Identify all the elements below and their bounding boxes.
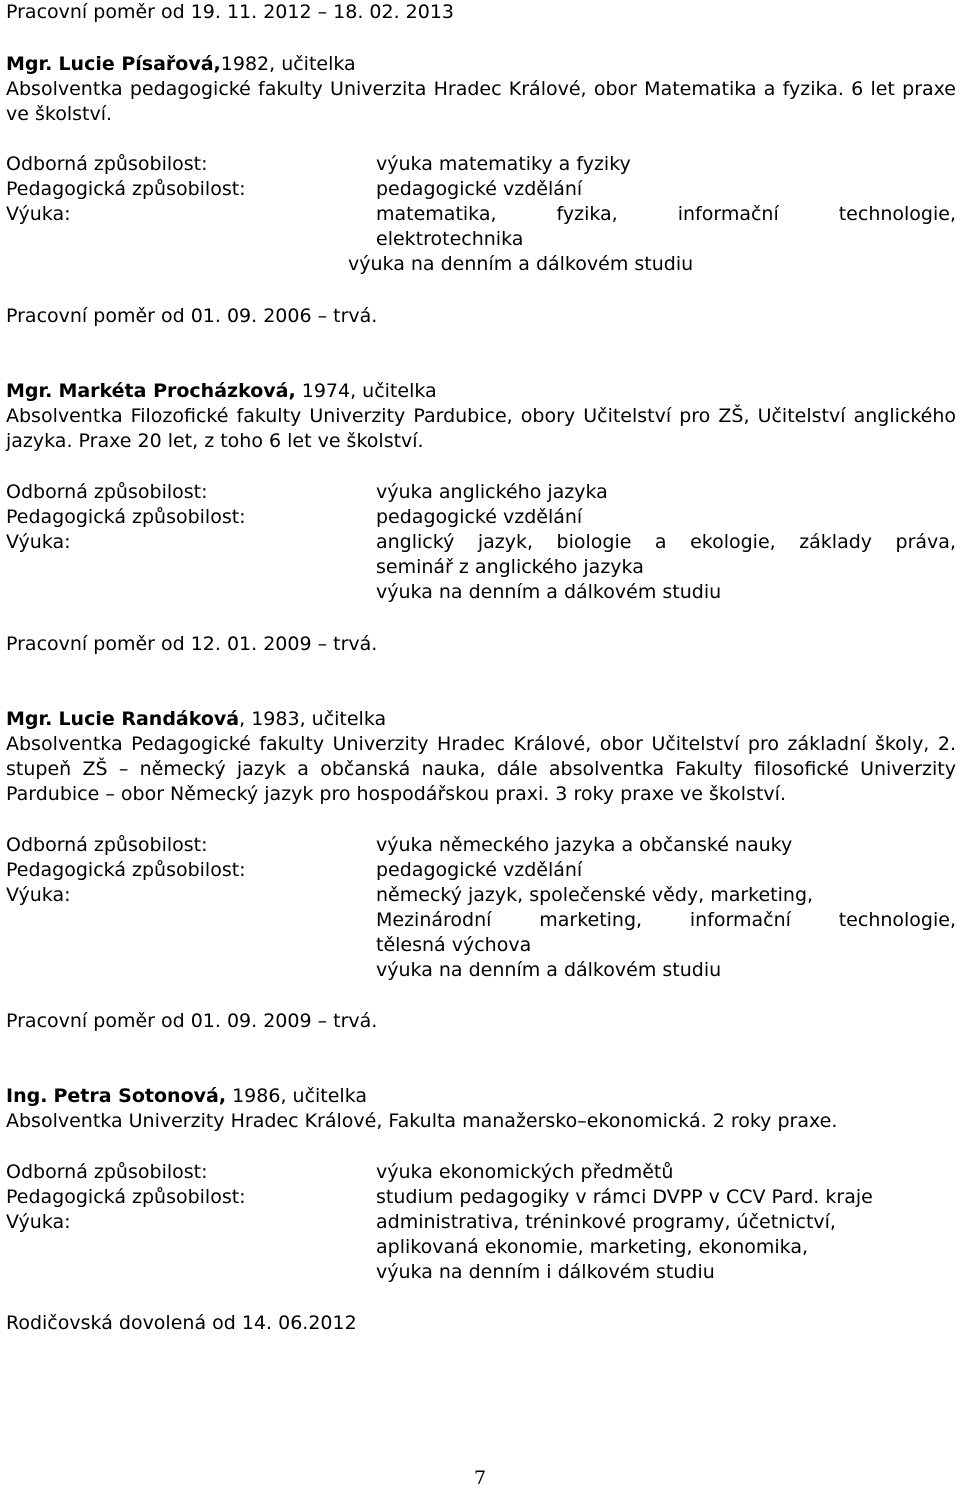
employment-line: Pracovní poměr od 12. 01. 2009 – trvá.: [6, 633, 378, 655]
person-block-1: [6, 52, 956, 329]
person-description: Absolventka Univerzity Hradec Králové, Fakulta manažersko–ekonomická. 2 roky praxe.: [6, 1110, 838, 1132]
employment-line: Pracovní poměr od 01. 09. 2006 – trvá.: [6, 305, 378, 327]
label-pedagogicka: Pedagogická způsobilost:: [6, 859, 246, 881]
person-heading: [6, 379, 956, 404]
person-description: Absolventka Pedagogické fakulty Univerzity Hradec Králové, obor Učitelství pro základní školy, 2. stupeň ZŠ – německý jazyk a občanská nauka, dále absolventka Fakulty filosofické Univerzity Pardubice – obor Německý jazyk pro hospodářskou praxi. 3 roky praxe ve školství.: [6, 733, 956, 805]
vyuka-line: elektrotechnika: [376, 228, 524, 250]
vyuka-line: výuka na denním a dálkovém studiu: [348, 253, 694, 275]
value-odborna: výuka anglického jazyka: [376, 481, 608, 503]
person-heading: [6, 707, 956, 732]
vyuka-line: výuka na denním i dálkovém studiu: [376, 1261, 715, 1283]
vyuka-line: matematika, fyzika, informační technologie,: [376, 203, 956, 225]
row-pedagogicka: [6, 177, 956, 202]
label-vyuka: Výuka:: [6, 1211, 71, 1233]
row-vyuka: [6, 1210, 956, 1285]
person-title: Mgr.: [6, 380, 53, 402]
label-pedagogicka: Pedagogická způsobilost:: [6, 1186, 246, 1208]
row-vyuka: [6, 530, 956, 605]
label-vyuka: Výuka:: [6, 884, 71, 906]
label-pedagogicka: Pedagogická způsobilost:: [6, 506, 246, 528]
vyuka-line: Mezinárodní marketing, informační technologie,: [376, 909, 956, 931]
row-odborna: [6, 833, 956, 858]
person-title: Mgr.: [6, 708, 53, 730]
vyuka-line: výuka na denním a dálkovém studiu: [376, 581, 722, 603]
label-pedagogicka: Pedagogická způsobilost:: [6, 178, 246, 200]
value-pedagogicka: studium pedagogiky v rámci DVPP v CCV Pard. kraje: [376, 1186, 873, 1208]
row-pedagogicka: [6, 1185, 956, 1210]
vyuka-line: anglický jazyk, biologie a ekologie, základy práva,: [376, 531, 956, 553]
person-description: Absolventka pedagogické fakulty Univerzita Hradec Králové, obor Matematika a fyzika. 6 let praxe ve školství.: [6, 78, 956, 125]
person-name: Lucie Písařová,: [58, 53, 221, 75]
label-odborna: Odborná způsobilost:: [6, 834, 208, 856]
value-odborna: výuka německého jazyka a občanské nauky: [376, 834, 793, 856]
person-suffix: 1982, učitelka: [220, 53, 356, 75]
label-odborna: Odborná způsobilost:: [6, 481, 208, 503]
row-odborna: [6, 152, 956, 177]
vyuka-line: tělesná výchova: [376, 934, 532, 956]
label-odborna: Odborná způsobilost:: [6, 153, 208, 175]
label-vyuka: Výuka:: [6, 203, 71, 225]
row-pedagogicka: [6, 505, 956, 530]
person-title: Mgr.: [6, 53, 53, 75]
person-name: Petra Sotonová,: [53, 1085, 227, 1107]
vyuka-line: německý jazyk, společenské vědy, marketing,: [376, 884, 814, 906]
person-suffix: 1986, učitelka: [232, 1085, 368, 1107]
vyuka-line: administrativa, tréninkové programy, účetnictví,: [376, 1211, 836, 1233]
employment-line: Rodičovská dovolená od 14. 06.2012: [6, 1312, 357, 1334]
person-name: Markéta Procházková,: [58, 380, 296, 402]
vyuka-line: seminář z anglického jazyka: [376, 556, 644, 578]
value-pedagogicka: pedagogické vzdělání: [376, 178, 583, 200]
row-vyuka: [6, 202, 956, 277]
vyuka-line: aplikovaná ekonomie, marketing, ekonomika,: [376, 1236, 809, 1258]
value-odborna: výuka matematiky a fyziky: [376, 153, 631, 175]
row-vyuka: [6, 883, 956, 983]
person-suffix: 1974, učitelka: [301, 380, 437, 402]
person-description: Absolventka Filozofické fakulty Univerzity Pardubice, obory Učitelství pro ZŠ, Učitelství anglického jazyka. Praxe 20 let, z toho 6 let ve školství.: [6, 405, 956, 452]
value-pedagogicka: pedagogické vzdělání: [376, 859, 583, 881]
page-number: 7: [473, 1467, 487, 1489]
row-odborna: [6, 1160, 956, 1185]
person-name: Lucie Randáková: [58, 708, 240, 730]
person-heading: [6, 1084, 956, 1109]
label-vyuka: Výuka:: [6, 531, 71, 553]
row-pedagogicka: [6, 858, 956, 883]
person-suffix: , 1983, učitelka: [239, 708, 387, 730]
vyuka-line: výuka na denním a dálkovém studiu: [376, 959, 722, 981]
label-odborna: Odborná způsobilost:: [6, 1161, 208, 1183]
row-odborna: [6, 480, 956, 505]
person-title: Ing.: [6, 1085, 48, 1107]
employment-line: Pracovní poměr od 01. 09. 2009 – trvá.: [6, 1010, 378, 1032]
document-page: [6, 0, 956, 1336]
person-heading: [6, 52, 956, 77]
person-block-2: [6, 379, 956, 657]
value-pedagogicka: pedagogické vzdělání: [376, 506, 583, 528]
employment-line-top: Pracovní poměr od 19. 11. 2012 – 18. 02. 2013: [6, 1, 455, 23]
person-block-4: [6, 1084, 956, 1336]
person-block-3: [6, 707, 956, 1034]
value-odborna: výuka ekonomických předmětů: [376, 1161, 674, 1183]
